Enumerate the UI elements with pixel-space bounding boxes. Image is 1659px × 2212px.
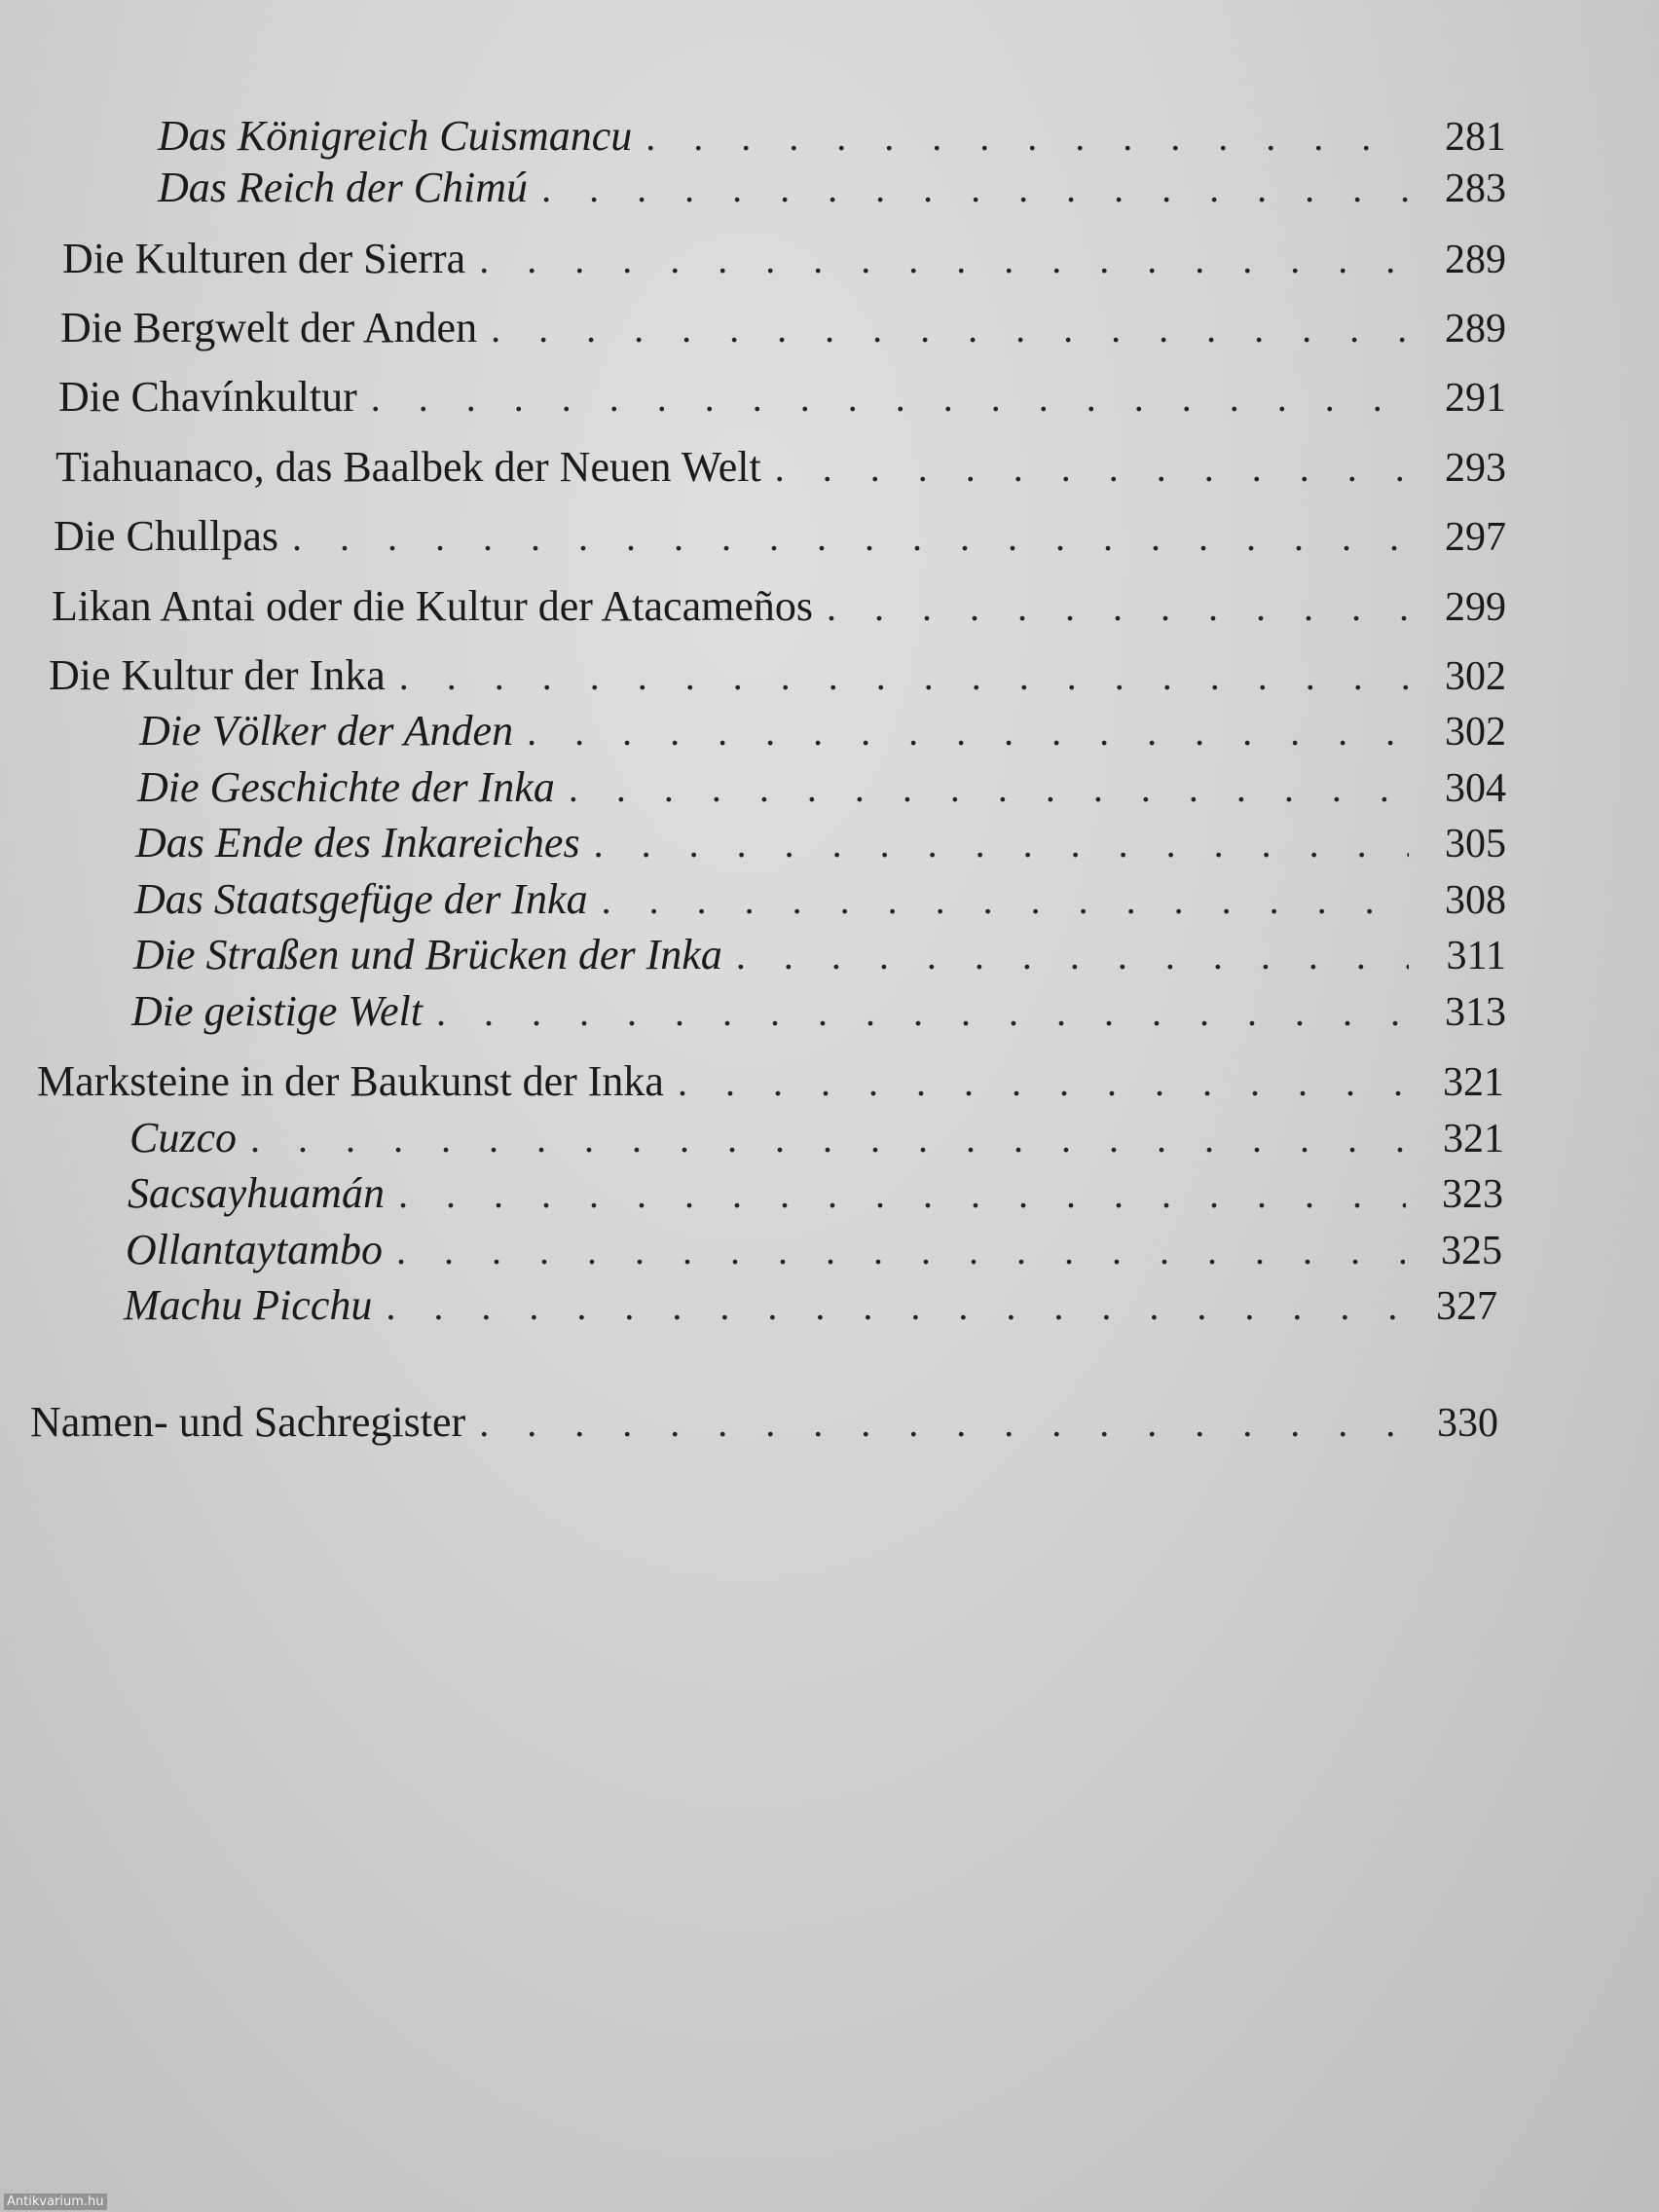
toc-entry — [126, 1223, 1502, 1277]
toc-entry — [49, 648, 1506, 703]
toc-entry-title: Cuzco — [129, 1114, 237, 1161]
toc-entry-title: Sacsayhuamán — [128, 1169, 385, 1217]
toc-entry-page: 330 — [1437, 1401, 1498, 1446]
toc-entry — [133, 928, 1506, 982]
dot-leader — [491, 302, 1409, 356]
toc-entry-page: 327 — [1436, 1284, 1497, 1329]
toc-entry-title: Die Chavínkultur — [58, 373, 357, 421]
toc-entry — [139, 704, 1506, 758]
dot-leader — [602, 873, 1409, 928]
toc-entry-page: 289 — [1445, 307, 1506, 351]
toc-entry — [60, 301, 1506, 355]
toc-entry-title: Ollantaytambo — [126, 1226, 383, 1273]
watermark: Antikvarium.hu — [4, 2194, 107, 2210]
toc-entry — [52, 579, 1506, 634]
toc-entry-title: Likan Antai oder die Kultur der Atacameños — [52, 582, 813, 630]
toc-entry-page: 305 — [1445, 822, 1506, 866]
toc-entry — [54, 509, 1506, 564]
toc-entry-title: Die Kulturen der Sierra — [62, 235, 466, 282]
toc-entry — [131, 984, 1506, 1039]
toc-entry-page: 297 — [1445, 515, 1506, 560]
toc-entry-page: 325 — [1441, 1229, 1502, 1273]
toc-entry — [135, 816, 1506, 870]
toc-entry-title: Die Bergwelt der Anden — [60, 304, 478, 351]
toc-entry-page: 311 — [1446, 934, 1506, 978]
toc-entry-page: 281 — [1445, 115, 1506, 160]
toc-entry-title: Das Ende des Inkareiches — [135, 819, 580, 866]
toc-entry-title: Machu Picchu — [124, 1281, 373, 1329]
toc-entry — [134, 872, 1506, 927]
toc-entry-title: Die Straßen und Brücken der Inka — [133, 931, 722, 978]
dot-leader — [479, 1396, 1401, 1451]
toc-entry-page: 299 — [1445, 585, 1506, 630]
toc-entry-title: Das Staatsgefüge der Inka — [134, 875, 588, 923]
dot-leader — [569, 761, 1409, 816]
dot-leader — [386, 1279, 1400, 1334]
toc-entry — [37, 1054, 1504, 1109]
toc-entry-title: Namen- und Sachregister — [30, 1398, 466, 1446]
toc-entry-title: Marksteine in der Baukunst der Inka — [37, 1057, 664, 1105]
dot-leader — [775, 441, 1409, 496]
toc-entry-page: 289 — [1445, 238, 1506, 282]
toc-entry-title: Tiahuanaco, das Baalbek der Neuen Welt — [55, 443, 761, 491]
toc-entry-page: 321 — [1443, 1060, 1504, 1105]
toc-entry — [30, 1395, 1498, 1450]
toc-entry — [158, 109, 1506, 164]
dot-leader — [371, 371, 1409, 425]
dot-leader — [645, 110, 1409, 165]
dot-leader — [396, 1224, 1405, 1278]
dot-leader — [399, 649, 1409, 704]
toc-entry-page: 313 — [1445, 990, 1506, 1035]
toc-entry-title: Die Geschichte der Inka — [137, 763, 555, 811]
dot-leader — [678, 1055, 1407, 1110]
toc-entry — [124, 1278, 1497, 1333]
toc-entry-title: Das Reich der Chimú — [158, 164, 529, 211]
dot-leader — [541, 162, 1409, 216]
toc-entry — [62, 232, 1506, 286]
dot-leader — [292, 510, 1409, 565]
dot-leader — [398, 1167, 1406, 1222]
toc-entry-title: Das Königreich Cuismancu — [158, 112, 633, 160]
dot-leader — [436, 985, 1409, 1040]
dot-leader — [250, 1112, 1407, 1166]
dot-leader — [479, 233, 1409, 287]
toc-entry — [129, 1111, 1504, 1165]
dot-leader — [827, 580, 1409, 635]
toc-entry-page: 283 — [1445, 166, 1506, 211]
dot-leader — [594, 817, 1409, 871]
toc-entry-page: 302 — [1445, 654, 1506, 699]
toc-entry-page: 308 — [1445, 878, 1506, 923]
toc-entry-page: 293 — [1445, 446, 1506, 491]
toc-entry-title: Die Völker der Anden — [139, 707, 514, 755]
toc-entry — [137, 760, 1506, 815]
toc-entry-title: Die Kultur der Inka — [49, 651, 386, 699]
toc-entry — [128, 1166, 1503, 1221]
toc-entry — [55, 440, 1506, 495]
toc-entry — [58, 370, 1506, 424]
toc-entry-page: 321 — [1443, 1117, 1504, 1161]
dot-leader — [527, 705, 1409, 759]
toc-entry-page: 323 — [1442, 1172, 1503, 1217]
toc-entry-title: Die geistige Welt — [131, 987, 423, 1035]
toc-entry — [158, 161, 1506, 215]
toc-entry-page: 304 — [1445, 766, 1506, 811]
toc-entry-title: Die Chullpas — [54, 512, 278, 560]
toc-entry-page: 291 — [1445, 376, 1506, 421]
dot-leader — [736, 929, 1409, 983]
toc-entry-page: 302 — [1445, 710, 1506, 755]
